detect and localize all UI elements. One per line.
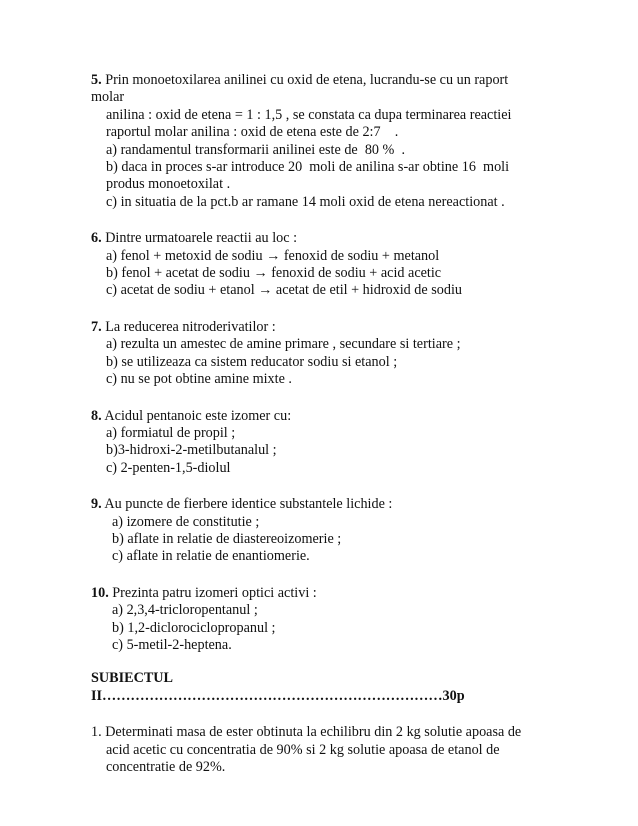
option-b: b) fenol + acetat de sodiu → fenoxid de sodiu + acid acetic [106, 265, 442, 282]
subject-title: SUBIECTUL [91, 670, 174, 687]
question-7 [91, 319, 551, 389]
option-b: b) 1,2-diclorociclopropanul ; [112, 619, 276, 636]
question-text: Acidul pentanoic este izomer cu: [101, 407, 292, 424]
option-a: a) randamentul transformarii anilinei este de 80 % . [106, 141, 406, 158]
text-line: anilina : oxid de etena = 1 : 1,5 , se constata ca dupa terminarea reactiei [106, 106, 512, 123]
question-8-stem [91, 408, 551, 425]
problem-1-text: 1. Determinati masa de ester obtinuta la echilibru din 2 kg solutie apoasa de [91, 724, 522, 741]
option-c: c) acetat de sodiu + etanol → acetat de etil + hidroxid de sodiu [106, 282, 462, 299]
option-b-continued: produs monoetoxilat . [106, 176, 231, 193]
question-number: 9. [91, 496, 102, 513]
question-9 [91, 496, 551, 566]
question-8 [91, 408, 551, 478]
question-text: Prezinta patru izomeri optici activi : [108, 584, 317, 601]
option-c: c) 5-metil-2-heptena. [112, 636, 232, 653]
problem-1-text-continued: acid acetic cu concentratia de 90% si 2 kg solutie apoasa de etanol de [106, 741, 500, 758]
subject-points: II………………………………………………………………30p [91, 687, 465, 704]
question-10-stem [91, 585, 551, 602]
question-text: La reducerea nitroderivatilor : [101, 318, 276, 335]
option-a: a) fenol + metoxid de sodiu → fenoxid de sodiu + metanol [106, 247, 440, 264]
option-a: a) rezulta un amestec de amine primare , secundare si tertiare ; [106, 336, 461, 353]
subject-heading [91, 670, 551, 705]
question-9-stem [91, 496, 551, 513]
question-number: 6. [91, 230, 102, 247]
problem-1 [91, 724, 551, 776]
question-10 [91, 585, 551, 655]
question-6-stem [91, 230, 551, 247]
option-a: a) izomere de constitutie ; [112, 513, 260, 530]
option-c: c) aflate in relatie de enantiomerie. [112, 548, 310, 565]
option-b: b) aflate in relatie de diastereoizomerie ; [112, 530, 342, 547]
text-line: raportul molar anilina : oxid de etena este de 2:7 . [106, 124, 399, 141]
document-page [91, 72, 551, 795]
option-b: b)3-hidroxi-2-metilbutanalul ; [106, 442, 277, 459]
option-b: b) daca in proces s-ar introduce 20 moli de anilina s-ar obtine 16 moli [106, 159, 510, 176]
question-text: Au puncte de fierbere identice substantele lichide : [101, 496, 393, 513]
question-number: 10. [91, 584, 109, 601]
problem-1-text-continued: concentratie de 92%. [106, 759, 226, 775]
option-c: c) in situatia de la pct.b ar ramane 14 moli oxid de etena nereactionat . [106, 193, 505, 210]
question-text: Prin monoetoxilarea anilinei cu oxid de etena, lucrandu-se cu un raport [101, 72, 509, 88]
question-text-continued: molar [91, 89, 125, 106]
question-number: 7. [91, 318, 102, 335]
question-5 [91, 72, 551, 211]
question-number: 8. [91, 407, 102, 424]
question-7-stem [91, 319, 551, 336]
question-5-stem [91, 72, 551, 89]
option-c: c) 2-penten-1,5-diolul [106, 459, 231, 476]
option-a: a) formiatul de propil ; [106, 424, 236, 441]
option-b: b) se utilizeaza ca sistem reducator sodiu si etanol ; [106, 353, 398, 370]
question-number: 5. [91, 72, 102, 88]
question-text: Dintre urmatoarele reactii au loc : [101, 230, 298, 247]
option-c: c) nu se pot obtine amine mixte . [106, 371, 292, 388]
option-a: a) 2,3,4-tricloropentanul ; [112, 602, 258, 619]
question-6 [91, 230, 551, 300]
